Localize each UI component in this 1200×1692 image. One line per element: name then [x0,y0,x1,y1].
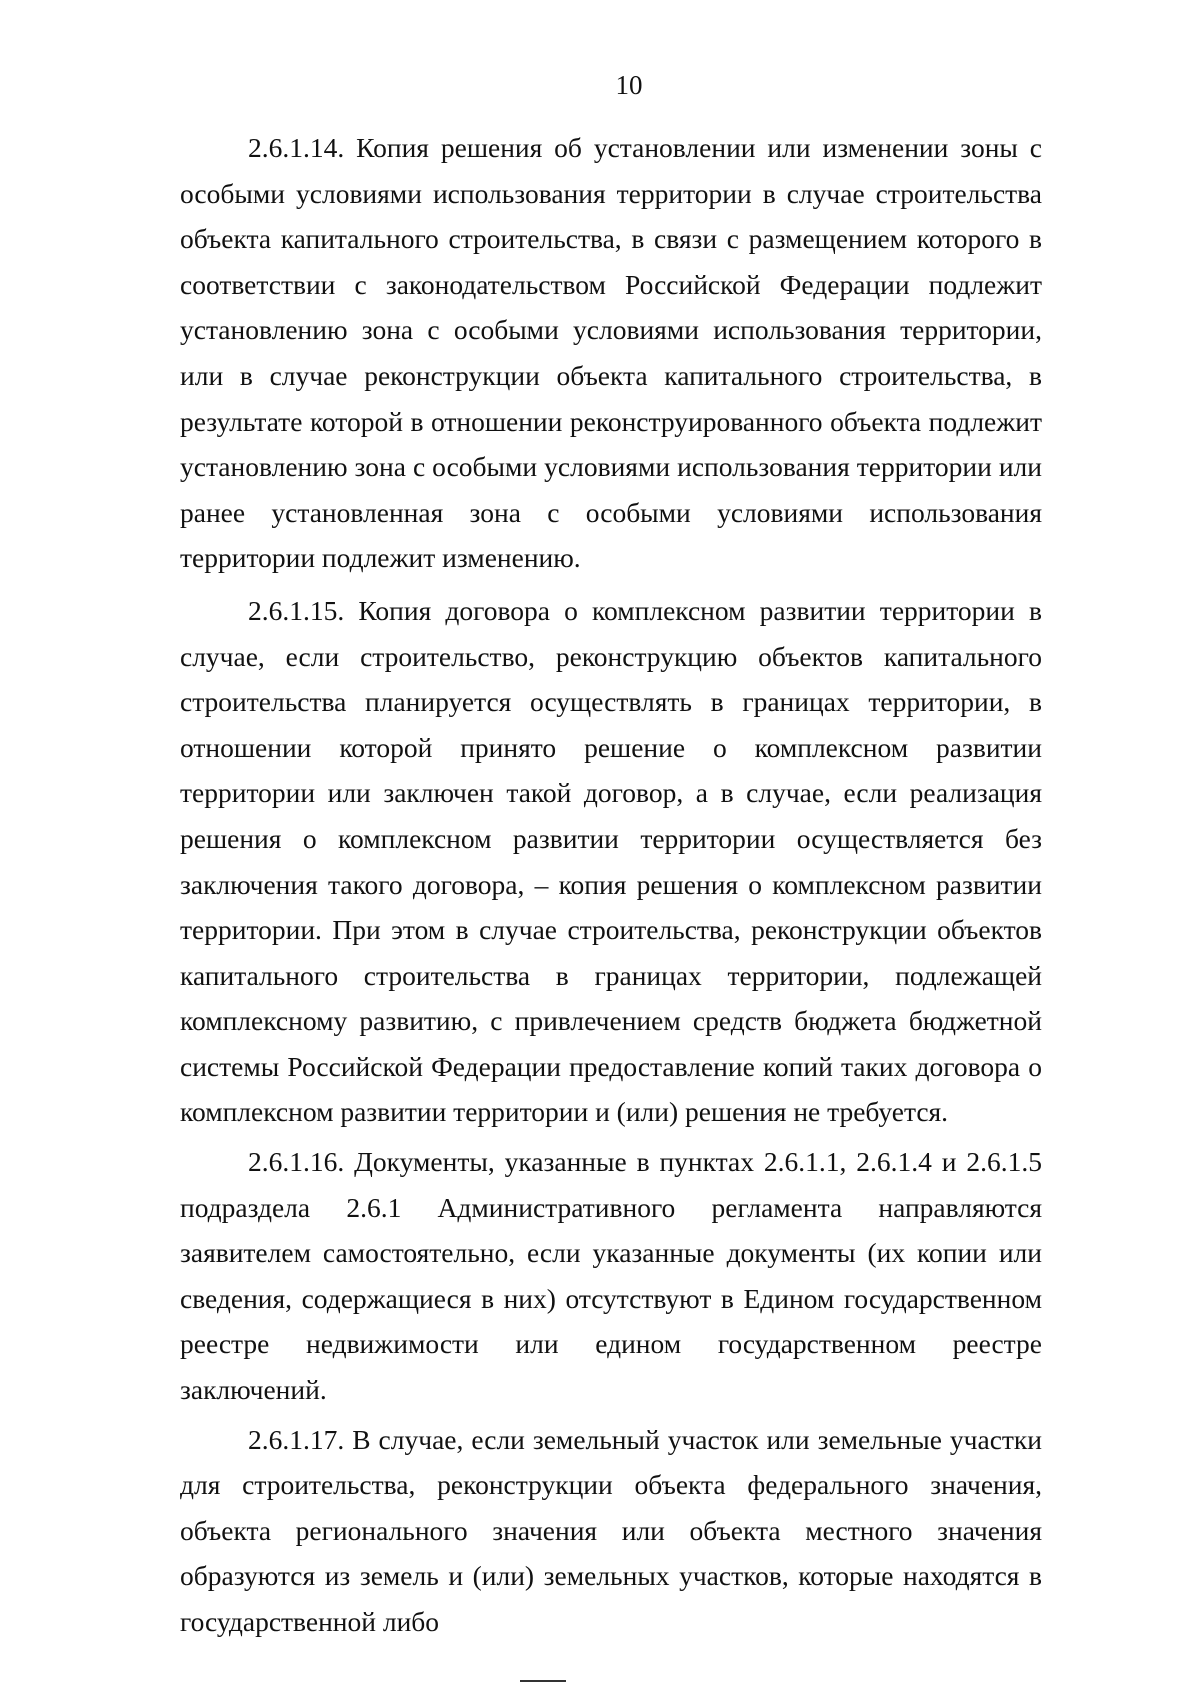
paragraph-2-6-1-17: 2.6.1.17. В случае, если земельный участок или земельные участки для строительства, реконструкции объекта федерального значения, объекта регионального значения или объекта местного значения образуются из земель и (или) земельных участков, которые находятся в государственной либо [180,1423,1042,1637]
paragraph-2-6-1-16: 2.6.1.16. Документы, указанные в пунктах 2.6.1.1, 2.6.1.4 и 2.6.1.5 подраздела 2.6.1 Административного регламента направляются заявителем самостоятельно, если указанные документы (их копии или сведения, содержащиеся в них) отсутствуют в Едином государственном реестре недвижимости или едином государственном реестре заключений. [180,1146,1042,1406]
scan-artifact-line [520,1680,566,1682]
paragraph-2-6-1-15: 2.6.1.15. Копия договора о комплексном развитии территории в случае, если строительство, реконструкцию объектов капитального строительства планируется осуществлять в границах территории, в отношении которой принято решение о комплексном развитии территории или заключен такой договор, а в случае, если реализация решения о комплексном развитии территории осуществляется без заключения такого договора, – копия решения о комплексном развитии территории. При этом в случае строительства, реконструкции объектов капитального строительства в границах территории, подлежащей комплексному развитию, с привлечением средств бюджета бюджетной системы Российской Федерации предоставление копий таких договора о комплексном развитии территории и (или) решения не требуется. [180,594,1042,1128]
paragraph-2-6-1-14: 2.6.1.14. Копия решения об установлении или изменении зоны с особыми условиями использования территории в случае строительства объекта капитального строительства, в связи с размещением которого в соответствии с законодательством Российской Федерации подлежит установлению зона с особыми условиями использования территории, или в случае реконструкции объекта капитального строительства, в результате которой в отношении реконструированного объекта подлежит установлению зона с особыми условиями использования территории или ранее установленная зона с особыми условиями использования территории подлежит изменению. [180,132,1042,574]
page-number: 10 [615,70,643,100]
document-body [180,125,1042,1645]
